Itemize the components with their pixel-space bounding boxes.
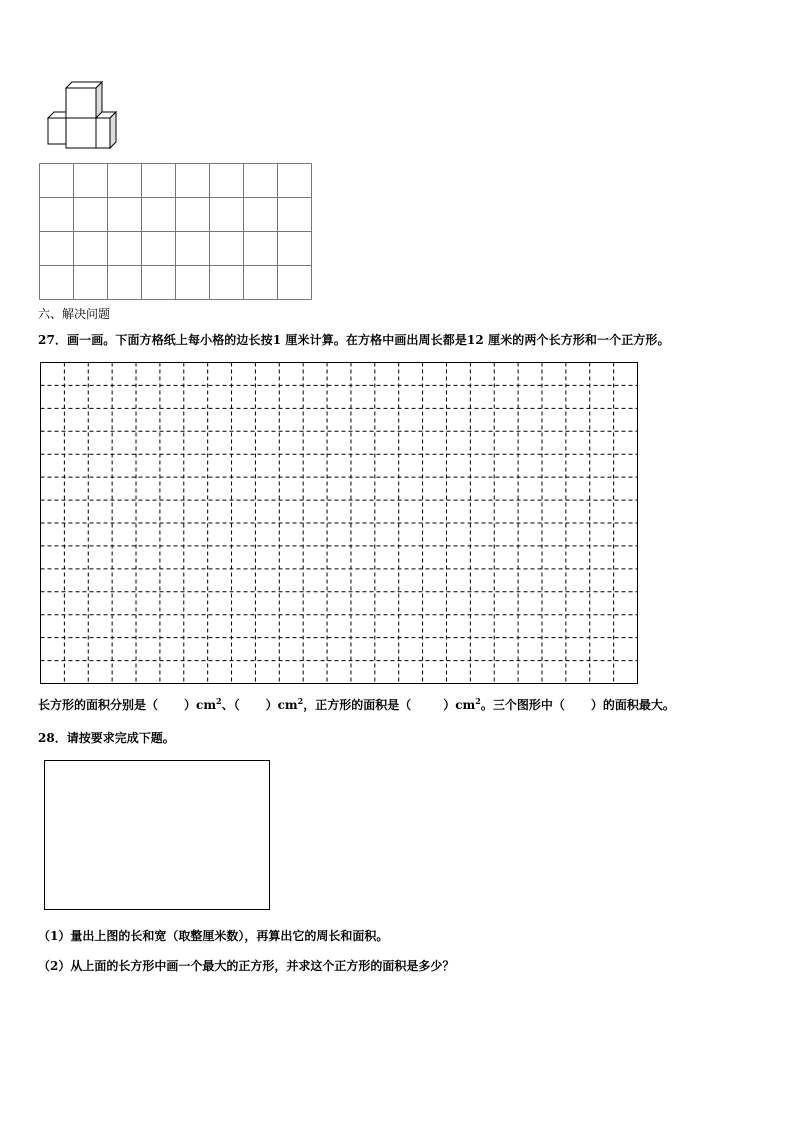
dashed-grid-paper	[38, 360, 640, 686]
question-27-prompt: 27．画一画。下面方格纸上每小格的边长按1 厘米计算。在方格中画出周长都是12 厘米的两个长方形和一个正方形。	[38, 333, 670, 347]
question-28-sub1: （1）量出上图的长和宽（取整厘米数），再算出它的周长和面积。	[38, 929, 389, 943]
cube-stack-figure	[44, 80, 120, 156]
answer-text-6: ）cm	[443, 698, 476, 712]
answer-text-4: ）cm	[265, 698, 298, 712]
question-28-prompt: 28．请按要求完成下题。	[38, 731, 175, 745]
answer-text-2: ）cm	[184, 698, 217, 712]
square-grid	[38, 162, 313, 300]
unit-sup-1: 2	[216, 696, 222, 706]
unit-sup-3: 2	[475, 696, 481, 706]
answer-text-1: 长方形的面积分别是（	[38, 698, 159, 712]
answer-text-7: 。三个图形中（	[480, 698, 565, 712]
answer-text-3: 、（	[221, 698, 240, 712]
measure-rectangle	[44, 760, 270, 910]
question-28-sub2: （2）从上面的长方形中画一个最大的正方形，并求这个正方形的面积是多少？	[38, 959, 455, 973]
section-heading: 六、解决问题	[38, 307, 111, 321]
question-27-answer-line	[38, 696, 675, 713]
unit-sup-2: 2	[297, 696, 304, 706]
answer-text-5: ，正方形的面积是（	[303, 698, 412, 712]
answer-text-8: ）的面积最大。	[590, 698, 675, 712]
